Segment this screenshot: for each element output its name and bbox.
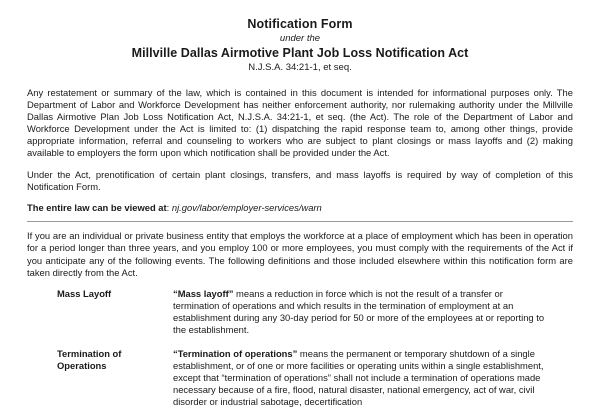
- definitions-list: [27, 288, 573, 409]
- prenotification-paragraph: Under the Act, prenotification of certain plant closings, transfers, and mass layoffs is required by way of completion of this Notification Form.: [27, 168, 573, 192]
- section-divider: [27, 221, 573, 222]
- definition-row-mass-layoff: [27, 288, 573, 336]
- definition-remainder: means the permanent or temporary shutdown of a single establishment, or of one or more facilities or operating units within a single establishment, except that “termination of operations” shall not include a termination of operations made necessary because of a fire, flood, natural disaster, national emergency, act of war, civil disorder or industrial sabotage, decertification: [173, 348, 544, 408]
- statute-citation: N.J.S.A. 34:21-1, et seq.: [248, 62, 352, 73]
- disclaimer-paragraph: Any restatement or summary of the law, which is contained in this document is intended for informational purposes only. The Department of Labor and Workforce Development has neither enforcement authority, nor rulemaking authority under the Millville Dallas Airmotive Plan Job Loss Notification Act, N.J.S.A. 34:21-1, et seq. (the Act). The role of the Department of Labor and Workforce Development under the Act is limited to: (1) dispatching the rapid response team to, among other things, provide appropriate information, referral and counseling to workers who are subject to plant closings or mass layoffs and (2) making available to employers the form upon which notification shall be provided under the Act.: [27, 87, 573, 159]
- definition-row-termination-of-operations: [27, 348, 573, 408]
- title-connector: under the: [279, 33, 321, 44]
- definition-remainder: means a reduction in force which is not the result of a transfer or termination of operations and which results in the termination of employment at an establishment during any 30-day period for 50 or more of the employees at or reporting to the establishment.: [173, 287, 545, 335]
- definition-term: Termination of Operations: [57, 348, 122, 372]
- definition-text: [173, 288, 573, 336]
- definition-quoted-term: “Termination of operations”: [173, 348, 298, 360]
- page-title: Notification Form: [247, 17, 353, 31]
- definition-term: Mass Layoff: [57, 287, 112, 299]
- title-block: [27, 0, 573, 74]
- eligibility-paragraph: If you are an individual or private business entity that employs the workforce at a place of employment which has been in operation for a period longer than three years, and you employ 100 or more employees, you must comply with the requirements of the Act if you anticipate any of the following events. The following definitions and those included elsewhere within this notification form are taken directly from the Act.: [27, 230, 573, 278]
- law-link-url[interactable]: nj.gov/labor/employer-services/warn: [171, 201, 322, 213]
- definition-text: [173, 348, 573, 408]
- law-link-colon: :: [166, 201, 172, 213]
- definition-quoted-term: “Mass layoff”: [173, 287, 234, 299]
- document-body: [27, 74, 573, 409]
- act-title: Millville Dallas Airmotive Plant Job Loss Notification Act: [131, 46, 469, 60]
- law-link-label: The entire law can be viewed at: [27, 201, 167, 213]
- law-link-line: [27, 202, 573, 215]
